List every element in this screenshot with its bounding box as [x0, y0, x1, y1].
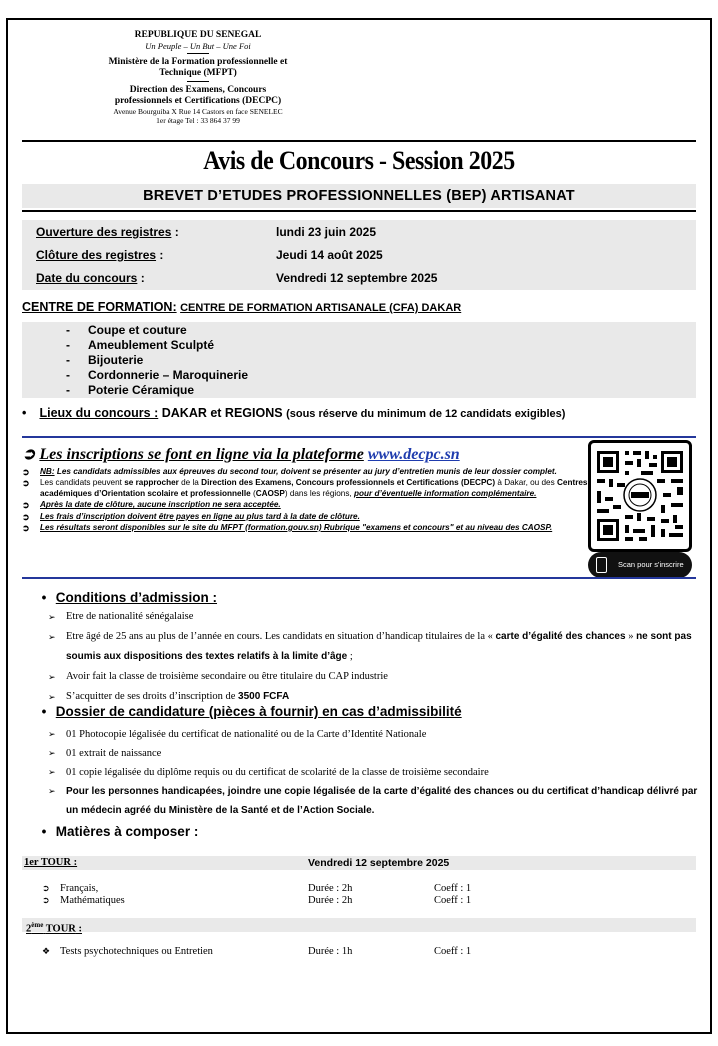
note-text: (: [252, 488, 256, 498]
locations-note: (sous réserve du minimum de 12 candidats exigibles): [286, 408, 566, 420]
conditions-list: [48, 607, 698, 707]
header-divider: [187, 53, 209, 54]
list-item: [22, 478, 592, 499]
diamond-icon: ❖: [42, 946, 51, 956]
date-value: lundi 23 juin 2025: [276, 225, 377, 239]
chevron-icon: ➢: [48, 612, 56, 622]
note-text: ) dans les régions,: [284, 488, 352, 498]
list-item: [48, 627, 698, 667]
dates-block: [22, 220, 696, 290]
subject-row: [22, 894, 696, 907]
document-text: 01 copie légalisée du diplôme requis ou du certificat de scolarité de la classe de troisième secondaire: [66, 767, 489, 778]
notice-page: [6, 18, 712, 1034]
note-text: Les frais d’inscription doivent être payes en ligne au plus tard à la date de clôture.: [40, 511, 360, 521]
online-registration: [22, 444, 460, 464]
trade-name: Bijouterie: [88, 353, 144, 367]
subjects-heading: [36, 824, 198, 839]
condition-text: carte d’égalité des chances: [495, 631, 626, 642]
note-text: Après la date de clôture, aucune inscription ne sera acceptée.: [40, 500, 281, 510]
scan-label: Scan pour s'inscrire: [618, 560, 684, 569]
document-text: 01 extrait de naissance: [66, 748, 162, 759]
subject-coeff: Coeff : 1: [434, 883, 472, 894]
chevron-icon: ➢: [48, 729, 56, 739]
phone: 1er étage Tel : 33 864 37 99: [156, 116, 240, 125]
list-item: [48, 763, 698, 782]
subject-coeff: Coeff : 1: [434, 946, 472, 957]
training-centre: [22, 300, 461, 314]
direction-line-2: professionnels et Certifications (DECPC): [114, 96, 282, 106]
arrow-icon: ➲: [22, 523, 30, 534]
arrow-icon: ➲: [22, 478, 30, 489]
list-item: [22, 500, 592, 510]
bullet-icon: •: [41, 824, 47, 839]
subject-row: [22, 945, 696, 958]
note-text: se rapprocher: [124, 478, 179, 488]
date-sep: :: [156, 248, 164, 262]
phone-icon: [596, 557, 607, 573]
list-item: [22, 523, 592, 533]
note-text: Centres académiques d’Orientation scolaire et professionnelle: [40, 478, 588, 498]
address: Avenue Bourguiba X Rue 14 Castors en face SENELEC: [113, 107, 283, 116]
ministry-line-2: Technique (MFPT): [159, 68, 237, 78]
tour-1-header: [22, 856, 696, 870]
chevron-icon: ➢: [48, 767, 56, 777]
condition-text: ;: [349, 651, 353, 662]
subtitle-rule: [22, 210, 696, 212]
date-label: Ouverture des registres: [36, 225, 172, 239]
conditions-title: Conditions d’admission :: [55, 590, 218, 605]
registration-text: Les inscriptions se font en ligne via la plateforme: [39, 446, 364, 463]
tour-sep: :: [75, 923, 83, 935]
bullet-icon: •: [22, 406, 27, 420]
trade-name: Poterie Céramique: [88, 383, 195, 397]
date-label: Date du concours: [36, 271, 138, 285]
qr-code[interactable]: [588, 440, 692, 552]
arrow-icon: ➲: [22, 467, 30, 477]
date-value: Vendredi 12 septembre 2025: [276, 271, 438, 285]
condition-text: Etre de nationalité sénégalaise: [66, 611, 194, 622]
arrow-icon: ➲: [22, 500, 30, 511]
note-text: CAOSP: [255, 488, 285, 498]
subject-coeff: Coeff : 1: [434, 895, 472, 906]
trade-name: Coupe et couture: [88, 323, 187, 337]
date-label: Clôture des registres: [36, 248, 157, 262]
bullet-icon: •: [41, 704, 47, 719]
arrow-icon: ➲: [22, 511, 30, 522]
list-item: [48, 782, 698, 820]
header-rule: [22, 140, 696, 142]
nb-text: Les candidats admissibles aux épreuves du second tour, doivent se présenter au jury d’entretien munis de leur dossier complet.: [56, 467, 557, 476]
list-item: [22, 467, 592, 477]
condition-text: Etre âgé de 25 ans au plus de l’année en cours. Les candidats en situation d’handicap titulaires de la «: [66, 631, 493, 642]
condition-text: S’acquitter de ses droits d’inscription de: [66, 691, 236, 702]
subject-duration: Durée : 1h: [308, 946, 353, 957]
date-sep: :: [171, 225, 179, 239]
dossier-heading: [36, 704, 462, 719]
national-motto: Un Peuple – Un But – Une Foi: [145, 41, 251, 51]
ministry-header: [58, 30, 338, 125]
condition-text: 3500 FCFA: [238, 691, 290, 702]
diploma-title: BREVET D’ETUDES PROFESSIONNELLES (BEP) ARTISANAT: [22, 184, 696, 208]
scan-to-register-button[interactable]: [588, 552, 692, 578]
country-name: REPUBLIQUE DU SENEGAL: [134, 30, 262, 40]
bullet-icon: •: [41, 590, 47, 605]
document-text: 01 Photocopie légalisée du certificat de nationalité ou de la Carte d’Identité Nationale: [66, 729, 427, 740]
chevron-icon: ➢: [48, 632, 56, 642]
tour-label: [26, 918, 82, 937]
nb-label: NB:: [40, 467, 55, 476]
list-item: [48, 607, 698, 627]
note-text: Les résultats seront disponibles sur le site du MFPT (formation.gouv.sn) Rubrique "examens et concours" et au niveau des CAOSP.: [40, 523, 553, 533]
trade-name: Cordonnerie – Maroquinerie: [88, 368, 249, 382]
tour-label-text: TOUR: [45, 923, 76, 935]
chevron-icon: ➢: [48, 748, 56, 758]
blue-rule: [22, 577, 696, 579]
date-sep: :: [137, 271, 145, 285]
registration-link[interactable]: www.decpc.sn: [367, 446, 460, 463]
tour-label: [24, 856, 77, 870]
arrow-icon: ➲: [42, 895, 50, 905]
condition-text: »: [628, 631, 634, 642]
qr-code-icon: [591, 443, 689, 549]
document-text: Pour les personnes handicapées, joindre une copie légalisée de la carte d’égalité des chances ou du certificat d’handicap délivré par un médecin agréé du Ministère de la Santé et de l’Action Sociale.: [66, 786, 698, 816]
trades-list: - Coupe et couture - Ameublement Sculpté - Bijouterie - Cordonnerie – Maroquinerie - Poterie Céramique: [22, 322, 696, 398]
note-text: à Dakar, ou des: [497, 478, 555, 488]
chevron-icon: ➢: [48, 692, 56, 702]
subject-name: Tests psychotechniques ou Entretien: [60, 946, 213, 957]
note-text: de la: [181, 478, 199, 488]
tour-date: Vendredi 12 septembre 2025: [308, 857, 450, 869]
date-value: Jeudi 14 août 2025: [276, 248, 383, 262]
arrow-icon: ➲: [42, 883, 50, 893]
direction-line-1: Direction des Examens, Concours: [129, 85, 267, 95]
notice-title: Avis de Concours - Session 2025: [203, 146, 515, 175]
registration-notes: [22, 467, 592, 534]
tour-sup: ème: [31, 921, 44, 929]
condition-text: Avoir fait la classe de troisième secondaire ou être titulaire du CAP industrie: [66, 671, 388, 682]
trade-name: Ameublement Sculpté: [88, 338, 215, 352]
header-divider: [187, 81, 209, 82]
subject-name: Mathématiques: [60, 895, 125, 906]
note-text: Direction des Examens, Concours professionnels et Certifications (DECPC): [201, 478, 496, 488]
exam-locations: [22, 406, 565, 420]
dossier-list: [48, 725, 698, 820]
subject-duration: Durée : 2h: [308, 895, 353, 906]
list-item: [48, 667, 698, 687]
tour-label-text: 1er TOUR: [24, 857, 71, 868]
centre-label: CENTRE DE FORMATION:: [22, 300, 177, 314]
locations-label: Lieux du concours :: [39, 406, 159, 420]
dossier-title: Dossier de candidature (pièces à fournir) en cas d’admissibilité: [55, 704, 462, 719]
list-item: [22, 512, 592, 522]
arrow-icon: ➲: [22, 446, 36, 463]
tour-2-header: [22, 918, 696, 935]
list-item: [48, 725, 698, 744]
tour-num: 2: [26, 923, 32, 935]
tour-sep: :: [70, 857, 78, 868]
locations-value: DAKAR et REGIONS: [161, 406, 283, 420]
subject-name: Français,: [60, 883, 99, 894]
centre-value: CENTRE DE FORMATION ARTISANALE (CFA) DAKAR: [180, 302, 462, 314]
chevron-icon: ➢: [48, 786, 56, 796]
subjects-title: Matières à composer :: [55, 824, 199, 839]
blue-rule: [22, 436, 696, 438]
chevron-icon: ➢: [48, 672, 56, 682]
note-text: Les candidats peuvent: [40, 478, 122, 488]
condition-text: ne sont pas soumis aux dispositions des textes relatifs à la limite d’âge: [66, 631, 692, 662]
ministry-line-1: Ministère de la Formation professionnelle et: [108, 57, 288, 67]
conditions-heading: [36, 590, 217, 605]
note-text: pour d’éventuelle information complémentaire.: [354, 488, 537, 498]
list-item: [48, 744, 698, 763]
subject-duration: Durée : 2h: [308, 883, 353, 894]
